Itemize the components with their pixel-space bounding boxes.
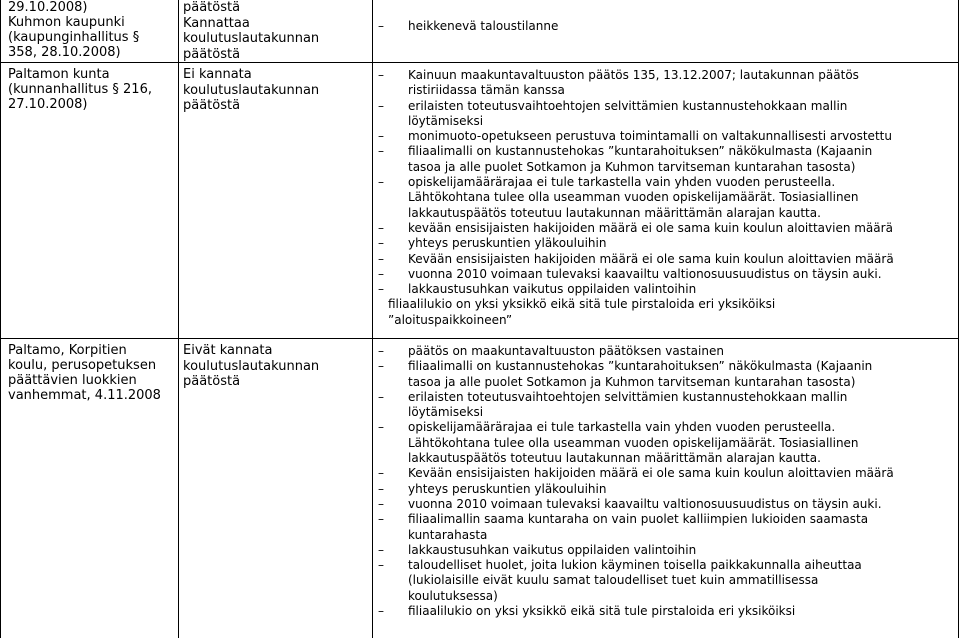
list-item-continuation: lakkautuspäätös toteutuu lautakunnan määrittämän alarajan kautta. xyxy=(408,205,821,220)
list-item: – opiskelijamäärärajaa ei tule tarkastella vain yhden vuoden perusteella. xyxy=(374,175,956,190)
list-item-continuation: löytämiseksi xyxy=(408,113,484,128)
col2-kannattaa-line: Kannattaa xyxy=(183,15,250,31)
list-item: – heikkenevä taloustilanne xyxy=(374,19,956,34)
list-item-continuation: kuntarahasta xyxy=(408,527,488,542)
list-item: – Kevään ensisijaisten hakijoiden määrä ei ole sama kuin koulun aloittavien määrä xyxy=(374,252,956,267)
col2-ei-kannata-line: päätöstä xyxy=(183,98,241,113)
table-border-left xyxy=(0,0,1,638)
list-item: – päätös on maakuntavaltuuston päätöksen vastainen xyxy=(374,344,956,359)
row-korpitien-col3 xyxy=(374,344,956,619)
col2-eivat-kannata-line: päätöstä xyxy=(183,374,241,389)
list-item: – lakkaustusuhkan vaikutus oppilaiden valintoihin xyxy=(374,543,956,558)
table-column-divider-1 xyxy=(178,0,179,638)
col1-kuhmo-line: 358, 28.10.2008) xyxy=(8,45,121,60)
col2-eivat-kannata-line: koulutuslautakunnan xyxy=(183,358,320,374)
col2-kannattaa-line: koulutuslautakunnan xyxy=(183,31,320,46)
row-kuhmo-col1 xyxy=(8,0,176,60)
col1-paltamo-line: (kunnanhallitus § 216, xyxy=(8,82,152,97)
list-item-continuation: lakkautuspäätös toteutuu lautakunnan määrittämän alarajan kautta. xyxy=(408,451,821,466)
list-item: – kevään ensisijaisten hakijoiden määrä ei ole sama kuin koulun aloittavien määrä xyxy=(374,221,956,236)
list-item: – filiaalimalli on kustannustehokas ”kuntarahoituksen” näkökulmasta (Kajaanin xyxy=(374,359,956,374)
col1-paltamo-line: 27.10.2008) xyxy=(8,97,88,112)
col1-top-line: 29.10.2008) xyxy=(8,0,88,15)
col2-top-line: päätöstä xyxy=(183,0,241,15)
list-item-continuation: ristiriidassa tämän kanssa xyxy=(408,83,565,98)
list-item-continuation: koulutuksessa) xyxy=(408,588,498,603)
table-column-divider-2 xyxy=(372,0,373,638)
row-kuhmo-col2 xyxy=(183,0,369,62)
table-row-divider-1 xyxy=(0,62,959,63)
row-korpitien-col1 xyxy=(8,343,176,403)
col1-korpitien-line: päättävien luokkien xyxy=(8,373,137,388)
list-item: – monimuoto-opetukseen perustuva toimintamalli on valtakunnallisesti arvostettu xyxy=(374,129,956,144)
col2-eivat-kannata-line: Eivät kannata xyxy=(183,343,273,358)
list-item-continuation: tasoa ja alle puolet Sotkamon ja Kuhmon tarvitseman kuntarahan tasosta) xyxy=(408,374,856,389)
list-item-continuation: Lähtökohtana tulee olla useamman vuoden opiskelijamäärät. Tosiasiallinen xyxy=(408,190,859,205)
list-item: – vuonna 2010 voimaan tulevaksi kaavailtu valtionosuusuudistus on täysin auki. xyxy=(374,497,956,512)
col2-kannattaa-line: päätöstä xyxy=(183,46,241,62)
col2-ei-kannata-line: koulutuslautakunnan xyxy=(183,82,320,98)
col1-korpitien-line: vanhemmat, 4.11.2008 xyxy=(8,388,161,403)
list-item: – erilaisten toteutusvaihtoehtojen selvittämien kustannustehokkaan mallin xyxy=(374,390,956,405)
row-korpitien-col2 xyxy=(183,343,369,390)
list-item: – lakkaustusuhkan vaikutus oppilaiden valintoihin xyxy=(374,282,956,297)
row-kuhmo-col3 xyxy=(374,19,956,34)
list-item: – yhteys peruskuntien yläkouluihin xyxy=(374,236,956,251)
list-item: – filiaalimalli on kustannustehokas ”kuntarahoituksen” näkökulmasta (Kajaanin xyxy=(374,144,956,159)
row-paltamo-col2 xyxy=(183,67,369,114)
list-item: – vuonna 2010 voimaan tulevaksi kaavailtu valtionosuusuudistus on täysin auki. xyxy=(374,267,956,282)
list-item: – Kevään ensisijaisten hakijoiden määrä ei ole sama kuin koulun aloittavien määrä xyxy=(374,466,956,481)
table-row-divider-2 xyxy=(0,338,959,339)
list-item: – yhteys peruskuntien yläkouluihin xyxy=(374,482,956,497)
col2-ei-kannata-line: Ei kannata xyxy=(183,67,252,82)
table-border-right xyxy=(958,0,959,638)
list-item: – erilaisten toteutusvaihtoehtojen selvittämien kustannustehokkaan mallin xyxy=(374,99,956,114)
list-item-continuation: tasoa ja alle puolet Sotkamon ja Kuhmon tarvitseman kuntarahan tasosta) xyxy=(408,159,856,174)
row-paltamo-col3 xyxy=(374,68,956,328)
list-item-continuation: ”aloituspaikkoineen” xyxy=(388,312,513,327)
col1-kuhmo-line: (kaupunginhallitus § xyxy=(8,30,140,45)
list-item: – taloudelliset huolet, joita lukion käyminen toisella paikkakunnalla aiheuttaa xyxy=(374,558,956,573)
col1-korpitien-line: Paltamo, Korpitien xyxy=(8,343,127,358)
list-item-continuation: Lähtökohtana tulee olla useamman vuoden opiskelijamäärät. Tosiasiallinen xyxy=(408,435,859,450)
list-item-continuation: filiaalilukio on yksi yksikkö eikä sitä tule pirstaloida eri yksiköiksi xyxy=(388,297,776,312)
list-item: – filiaalimallin saama kuntaraha on vain puolet kalliimpien lukioiden saamasta xyxy=(374,512,956,527)
row-paltamo-col1 xyxy=(8,67,176,112)
list-item: – opiskelijamäärärajaa ei tule tarkastella vain yhden vuoden perusteella. xyxy=(374,420,956,435)
list-item: – Kainuun maakuntavaltuuston päätös 135, 13.12.2007; lautakunnan päätös xyxy=(374,68,956,83)
col1-kuhmo-line: Kuhmon kaupunki xyxy=(8,15,125,30)
list-item: – filiaalilukio on yksi yksikkö eikä sitä tule pirstaloida eri yksiköiksi xyxy=(374,604,956,619)
col1-paltamo-line: Paltamon kunta xyxy=(8,67,110,82)
list-item-continuation: (lukiolaisille eivät kuulu samat taloudelliset tuet kuin ammatillisessa xyxy=(408,573,819,588)
col1-korpitien-line: koulu, perusopetuksen xyxy=(8,358,157,373)
list-item-continuation: löytämiseksi xyxy=(408,405,484,420)
